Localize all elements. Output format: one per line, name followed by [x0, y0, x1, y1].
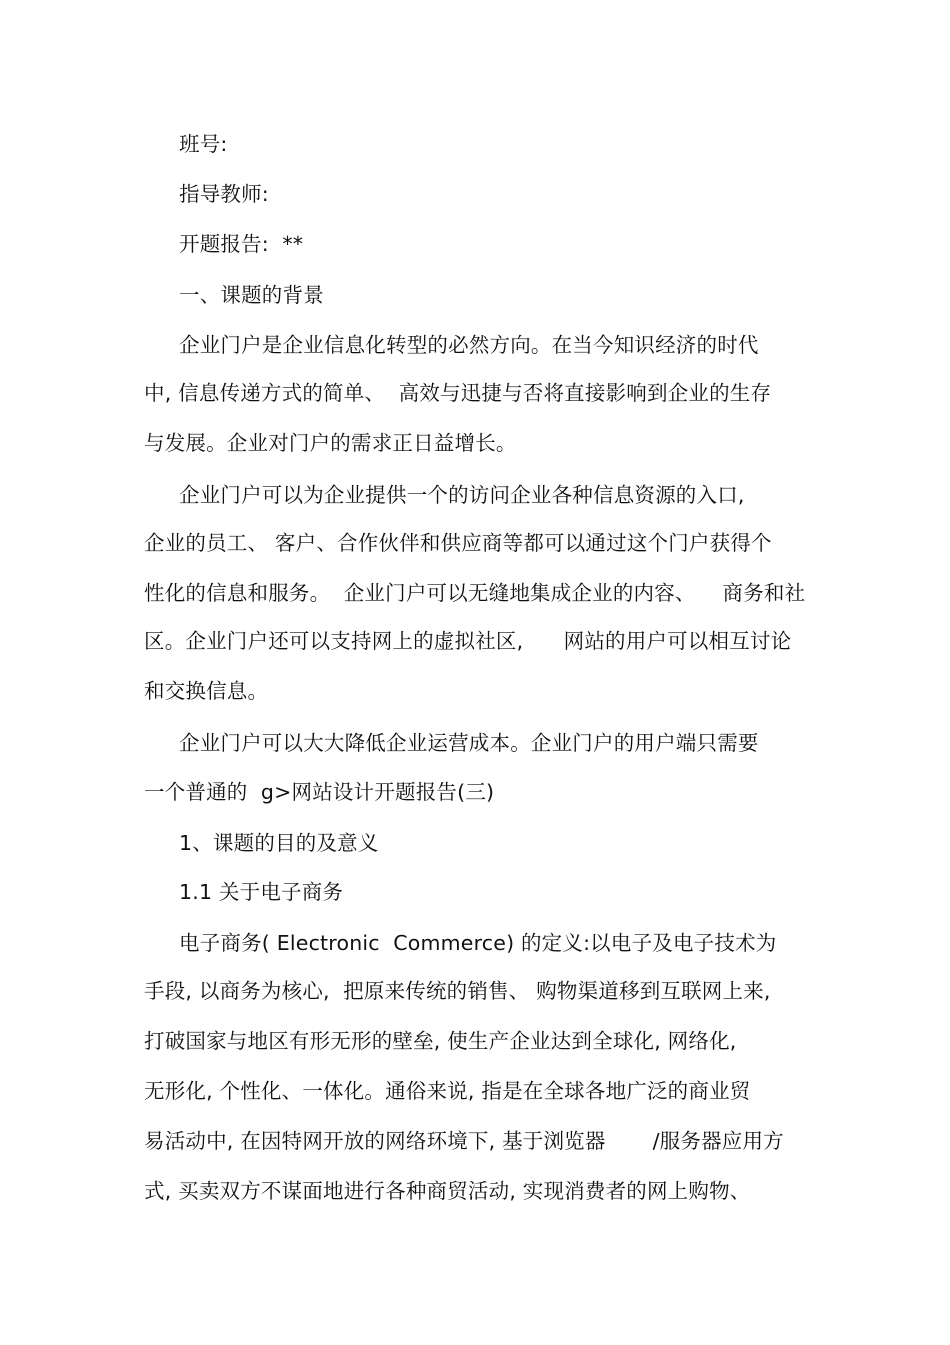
paragraph-line: 企业的员工、 客户、合作伙伴和供应商等都可以通过这个门户获得个	[144, 531, 772, 555]
paragraph-line: 企业门户是企业信息化转型的必然方向。在当今知识经济的时代	[179, 333, 759, 357]
paragraph-line: 一个普通的 g>网站设计开题报告(三)	[144, 780, 495, 804]
paragraph-line: 易活动中, 在因特网开放的网络环境下, 基于浏览器 /服务器应用方	[144, 1129, 784, 1153]
paragraph-line: 电子商务( Electronic Commerce) 的定义:以电子及电子技术为	[179, 931, 777, 955]
subsection-heading-ecommerce: 1.1 关于电子商务	[179, 880, 344, 904]
section-heading-background: 一、课题的背景	[179, 283, 324, 307]
paragraph-line: 区。企业门户还可以支持网上的虚拟社区, 网站的用户可以相互讨论	[144, 629, 792, 653]
class-number-label: 班号:	[179, 132, 228, 156]
paragraph-line: 企业门户可以大大降低企业运营成本。企业门户的用户端只需要	[179, 731, 759, 755]
proposal-label: 开题报告: **	[179, 232, 304, 256]
paragraph-line: 企业门户可以为企业提供一个的访问企业各种信息资源的入口,	[179, 483, 745, 507]
paragraph-line: 中, 信息传递方式的简单、 高效与迅捷与否将直接影响到企业的生存	[144, 381, 772, 405]
paragraph-line: 与发展。企业对门户的需求正日益增长。	[144, 431, 517, 455]
section-heading-purpose: 1、课题的目的及意义	[179, 831, 379, 855]
paragraph-line: 式, 买卖双方不谋面地进行各种商贸活动, 实现消费者的网上购物、	[144, 1179, 751, 1203]
paragraph-line: 性化的信息和服务。 企业门户可以无缝地集成企业的内容、 商务和社	[144, 581, 806, 605]
advisor-label: 指导教师:	[179, 182, 269, 206]
paragraph-line: 无形化, 个性化、一体化。通俗来说, 指是在全球各地广泛的商业贸	[144, 1079, 751, 1103]
paragraph-line: 和交换信息。	[144, 679, 269, 703]
paragraph-line: 手段, 以商务为核心, 把原来传统的销售、 购物渠道移到互联网上来,	[144, 979, 771, 1003]
paragraph-line: 打破国家与地区有形无形的壁垒, 使生产企业达到全球化, 网络化,	[144, 1029, 737, 1053]
